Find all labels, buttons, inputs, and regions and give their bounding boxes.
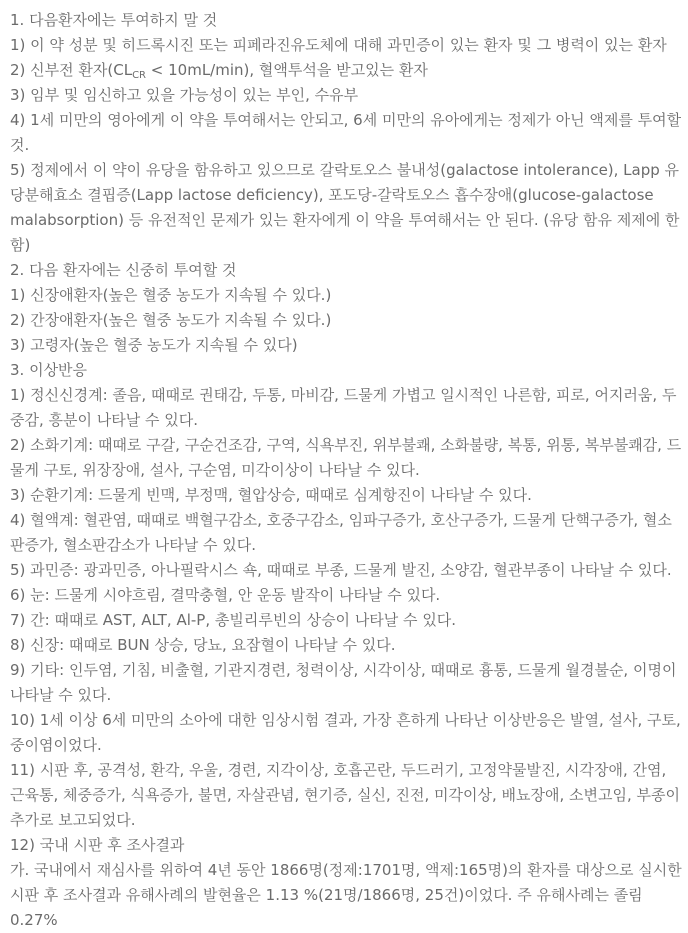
contraindication-item-4: 4) 1세 미만의 영아에게 이 약을 투여해서는 안되고, 6세 미만의 유아에게는 정제가 아닌 액제를 투여할 것. — [10, 111, 682, 154]
contraindication-item-2 — [10, 58, 682, 83]
adverse-reaction-item-7: 7) 간: 때때로 AST, ALT, Al-P, 총빌리루빈의 상승이 나타날 수 있다. — [10, 611, 457, 629]
adverse-reaction-item-11: 11) 시판 후, 공격성, 환각, 우울, 경련, 지각이상, 호흡곤란, 두드러기, 고정약물발진, 시각장애, 간염, 근육통, 체중증가, 식욕증가, 불면, 자살관념, 현기증, 실신, 진전, 미각이상, 배뇨장애, 소변고임, 부종이 추가로 보고되었다. — [10, 761, 681, 829]
adverse-reaction-item-9: 9) 기타: 인두염, 기침, 비출혈, 기관지경련, 청력이상, 시각이상, 때때로 흉통, 드물게 월경불순, 이명이 나타날 수 있다. — [10, 661, 677, 704]
adverse-reaction-item-12: 12) 국내 시판 후 조사결과 — [10, 836, 185, 854]
adverse-reaction-item-5: 5) 과민증: 광과민증, 아나필락시스 쇽, 때때로 부종, 드물게 발진, 소양감, 혈관부종이 나타날 수 있다. — [10, 561, 672, 579]
clcr-subscript: CR — [132, 70, 147, 81]
clcr-text-suffix: < 10mL/min), 혈액투석을 받고있는 환자 — [146, 61, 428, 79]
section-1-heading: 1. 다음환자에는 투여하지 말 것 — [10, 11, 218, 29]
adverse-reaction-item-6: 6) 눈: 드물게 시야흐림, 결막충혈, 안 운동 발작이 나타날 수 있다. — [10, 586, 441, 604]
adverse-reaction-item-3: 3) 순환기계: 드물게 빈맥, 부정맥, 혈압상승, 때때로 심계항진이 나타날 수 있다. — [10, 486, 532, 504]
section-3-heading: 3. 이상반응 — [10, 361, 88, 379]
adverse-reaction-item-10: 10) 1세 이상 6세 미만의 소아에 대한 임상시험 결과, 가장 흔하게 나타난 이상반응은 발열, 설사, 구토, 중이염이었다. — [10, 711, 681, 754]
caution-item-2: 2) 간장애환자(높은 혈중 농도가 지속될 수 있다.) — [10, 311, 332, 329]
adverse-reaction-item-4: 4) 혈액계: 혈관염, 때때로 백혈구감소, 호중구감소, 임파구증가, 호산구증가, 드물게 단핵구증가, 혈소판증가, 혈소판감소가 나타날 수 있다. — [10, 511, 672, 554]
contraindication-item-3: 3) 임부 및 임신하고 있을 가능성이 있는 부인, 수유부 — [10, 86, 359, 104]
caution-item-3: 3) 고령자(높은 혈중 농도가 지속될 수 있다) — [10, 336, 298, 354]
section-2-heading: 2. 다음 환자에는 신중히 투여할 것 — [10, 261, 237, 279]
caution-item-1: 1) 신장애환자(높은 혈중 농도가 지속될 수 있다.) — [10, 286, 332, 304]
adverse-reaction-item-2: 2) 소화기계: 때때로 구갈, 구순건조감, 구역, 식욕부진, 위부불쾌, 소화불량, 복통, 위통, 복부불쾌감, 드물게 구토, 위장장애, 설사, 구순염, 미각이상이 나타날 수 있다. — [10, 436, 682, 479]
post-marketing-survey-text: 가. 국내에서 재심사를 위하여 4년 동안 1866명(정제:1701명, 액제:165명)의 환자를 대상으로 실시한 시판 후 조사결과 유해사례의 발현율은 1.13 %(21명/1866명, 25건)이었다. 주 유해사례는 졸림 0.27% — [10, 861, 682, 929]
adverse-reaction-item-1: 1) 정신신경계: 졸음, 때때로 권태감, 두통, 마비감, 드물게 가볍고 일시적인 나른함, 피로, 어지러움, 두중감, 흥분이 나타날 수 있다. — [10, 386, 677, 429]
adverse-reaction-item-8: 8) 신장: 때때로 BUN 상승, 당뇨, 요잠혈이 나타날 수 있다. — [10, 636, 396, 654]
contraindication-item-1: 1) 이 약 성분 및 히드록시진 또는 피페라진유도체에 대해 과민증이 있는 환자 및 그 병력이 있는 환자 — [10, 36, 667, 54]
clcr-text-prefix: 2) 신부전 환자(CL — [10, 61, 133, 79]
contraindication-item-5: 5) 정제에서 이 약이 유당을 함유하고 있으므로 갈락토오스 불내성(galactose intolerance), Lapp 유당분해효소 결핍증(Lapp lactose deficiency), 포도당-갈락토오스 흡수장애(glucose-galactose malabsorption) 등 유전적인 문제가 있는 환자에게 이 약을 투여해서는 안 된다. (유당 함유 제제에 한함) — [10, 161, 680, 254]
